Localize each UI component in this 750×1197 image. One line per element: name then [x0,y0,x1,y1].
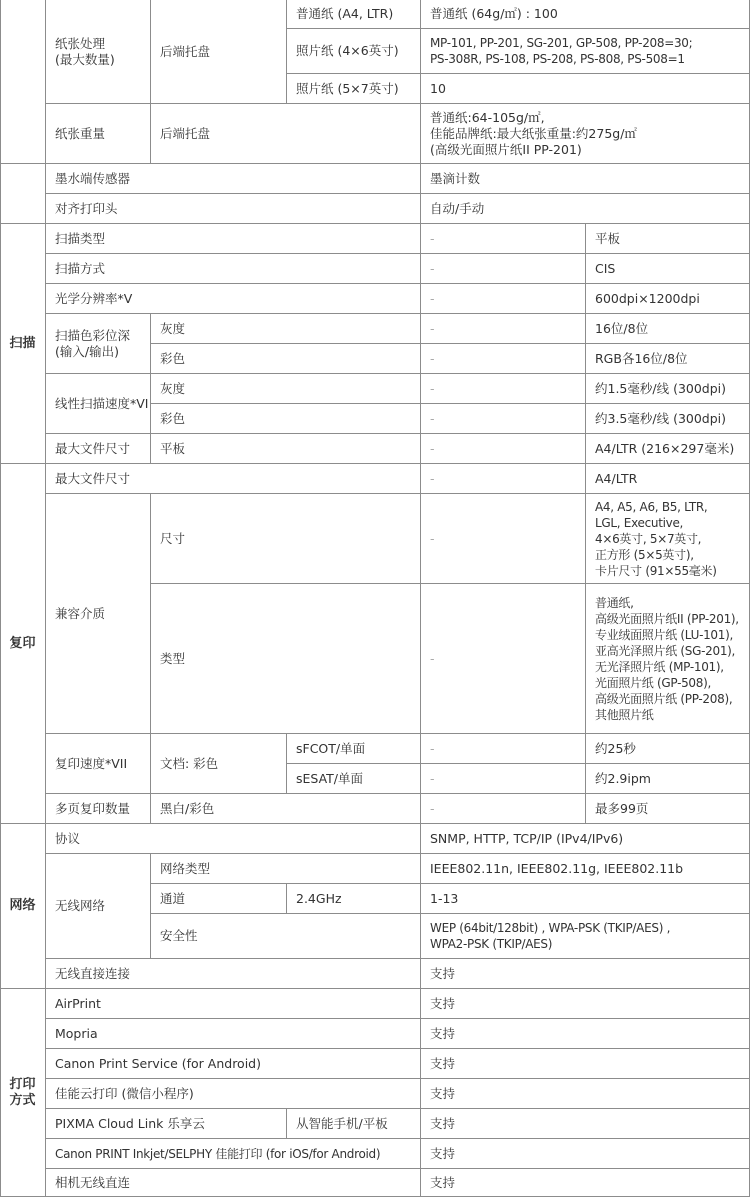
section-print-method: 打印 方式 [0,989,46,1197]
print-airprint-value: 支持 [421,989,750,1019]
copy-maxsize-value: A4/LTR [586,464,750,494]
copy-size-value: A4, A5, A6, B5, LTR, LGL, Executive, 4×6英寸, 5×7英寸, 正方形 (5×5英寸), 卡片尺寸 (91×55毫米) [586,494,750,584]
print-mopria-label: Mopria [46,1019,421,1049]
scan-maxfile-sub: 平板 [151,434,421,464]
ink-sensor-label: 墨水端传感器 [46,164,421,194]
head-align-label: 对齐打印头 [46,194,421,224]
section-copy: 复印 [0,464,46,824]
scan-depth-gray-value: 16位/8位 [586,314,750,344]
print-airprint-label: AirPrint [46,989,421,1019]
copy-sfcot-value: 约25秒 [586,734,750,764]
scan-speed-label: 线性扫描速度*VI [46,374,151,434]
paper-weight-value: 普通纸:64-105g/㎡, 佳能品牌纸:最大纸张重量:约275g/㎡ (高级光面照片纸II PP-201) [421,104,750,164]
scan-maxfile-label: 最大文件尺寸 [46,434,151,464]
scan-depth-color-label: 彩色 [151,344,421,374]
scan-method-label: 扫描方式 [46,254,421,284]
copy-type-label: 类型 [151,584,421,734]
print-cloud-wechat-value: 支持 [421,1079,750,1109]
copy-type-dash: - [421,584,586,734]
copy-sfcot-label: sFCOT/单面 [287,734,421,764]
print-cloud-link-value: 支持 [421,1109,750,1139]
copy-type-value: 普通纸, 高级光面照片纸II (PP-201), 专业绒面照片纸 (LU-101), 亚高光泽照片纸 (SG-201), 无光泽照片纸 (MP-101), 光面照片纸 (GP-508), 高级光面照片纸 (PP-208), 其他照片纸 [586,584,750,734]
copy-multi-sub: 黑白/彩色 [151,794,421,824]
print-cloud-link-sub: 从智能手机/平板 [287,1109,421,1139]
paper-weight-label: 纸张重量 [46,104,151,164]
section-cell-general-2 [0,164,46,224]
paper-value-4x6: MP-101, PP-201, SG-201, GP-508, PP-208=30; PS-308R, PS-108, PS-208, PS-808, PS-508=1 [421,29,750,74]
scan-type-label: 扫描类型 [46,224,421,254]
copy-size-label: 尺寸 [151,494,421,584]
copy-sesat-dash: - [421,764,586,794]
paper-handling-tray: 后端托盘 [151,0,287,104]
scan-method-dash: - [421,254,586,284]
network-security-value: WEP (64bit/128bit) , WPA-PSK (TKIP/AES) , WPA2-PSK (TKIP/AES) [421,914,750,959]
network-channel-label: 通道 [151,884,287,914]
network-channel-band: 2.4GHz [287,884,421,914]
scan-speed-gray-dash: - [421,374,586,404]
copy-sfcot-dash: - [421,734,586,764]
scan-resolution-label: 光学分辨率*V [46,284,421,314]
section-network: 网络 [0,824,46,989]
copy-sesat-value: 约2.9ipm [586,764,750,794]
copy-sesat-label: sESAT/单面 [287,764,421,794]
scan-type-dash: - [421,224,586,254]
scan-maxfile-value: A4/LTR (216×297毫米) [586,434,750,464]
scan-maxfile-dash: - [421,434,586,464]
paper-weight-tray: 后端托盘 [151,104,421,164]
scan-resolution-dash: - [421,284,586,314]
scan-depth-gray-label: 灰度 [151,314,421,344]
scan-depth-gray-dash: - [421,314,586,344]
network-direct-label: 无线直接连接 [46,959,421,989]
copy-speed-doc: 文档: 彩色 [151,734,287,794]
head-align-value: 自动/手动 [421,194,750,224]
network-protocol-value: SNMP, HTTP, TCP/IP (IPv4/IPv6) [421,824,750,854]
copy-maxsize-label: 最大文件尺寸 [46,464,421,494]
copy-maxsize-dash: - [421,464,586,494]
paper-handling-label: 纸张处理 (最大数量) [46,0,151,104]
print-cloud-wechat-label: 佳能云打印 (微信小程序) [46,1079,421,1109]
copy-speed-label: 复印速度*VII [46,734,151,794]
network-wireless-label: 无线网络 [46,854,151,959]
network-direct-value: 支持 [421,959,750,989]
network-type-label: 网络类型 [151,854,421,884]
scan-speed-gray-value: 约1.5毫秒/线 (300dpi) [586,374,750,404]
copy-multi-dash: - [421,794,586,824]
print-cloud-link-label: PIXMA Cloud Link 乐享云 [46,1109,287,1139]
print-camera-direct-value: 支持 [421,1169,750,1197]
ink-sensor-value: 墨滴计数 [421,164,750,194]
print-canon-service-label: Canon Print Service (for Android) [46,1049,421,1079]
scan-depth-label: 扫描色彩位深 (输入/输出) [46,314,151,374]
scan-resolution-value: 600dpi×1200dpi [586,284,750,314]
network-security-label: 安全性 [151,914,421,959]
section-cell-general [0,0,46,164]
scan-speed-color-label: 彩色 [151,404,421,434]
print-inkjet-selphy-label: Canon PRINT Inkjet/SELPHY 佳能打印 (for iOS/for Android) [46,1139,421,1169]
print-mopria-value: 支持 [421,1019,750,1049]
scan-speed-color-dash: - [421,404,586,434]
scan-speed-gray-label: 灰度 [151,374,421,404]
scan-depth-color-value: RGB各16位/8位 [586,344,750,374]
copy-media-label: 兼容介质 [46,494,151,734]
scan-depth-color-dash: - [421,344,586,374]
network-protocol-label: 协议 [46,824,421,854]
paper-media-4x6: 照片纸 (4×6英寸) [287,29,421,74]
network-type-value: IEEE802.11n, IEEE802.11g, IEEE802.11b [421,854,750,884]
print-canon-service-value: 支持 [421,1049,750,1079]
copy-multi-label: 多页复印数量 [46,794,151,824]
section-scan: 扫描 [0,224,46,464]
scan-speed-color-value: 约3.5毫秒/线 (300dpi) [586,404,750,434]
copy-multi-value: 最多99页 [586,794,750,824]
paper-value-plain: 普通纸 (64g/㎡) : 100 [421,0,750,29]
paper-media-plain: 普通纸 (A4, LTR) [287,0,421,29]
print-inkjet-selphy-value: 支持 [421,1139,750,1169]
copy-size-dash: - [421,494,586,584]
print-camera-direct-label: 相机无线直连 [46,1169,421,1197]
network-channel-value: 1-13 [421,884,750,914]
paper-media-5x7: 照片纸 (5×7英寸) [287,74,421,104]
scan-method-value: CIS [586,254,750,284]
paper-value-5x7: 10 [421,74,750,104]
scan-type-value: 平板 [586,224,750,254]
